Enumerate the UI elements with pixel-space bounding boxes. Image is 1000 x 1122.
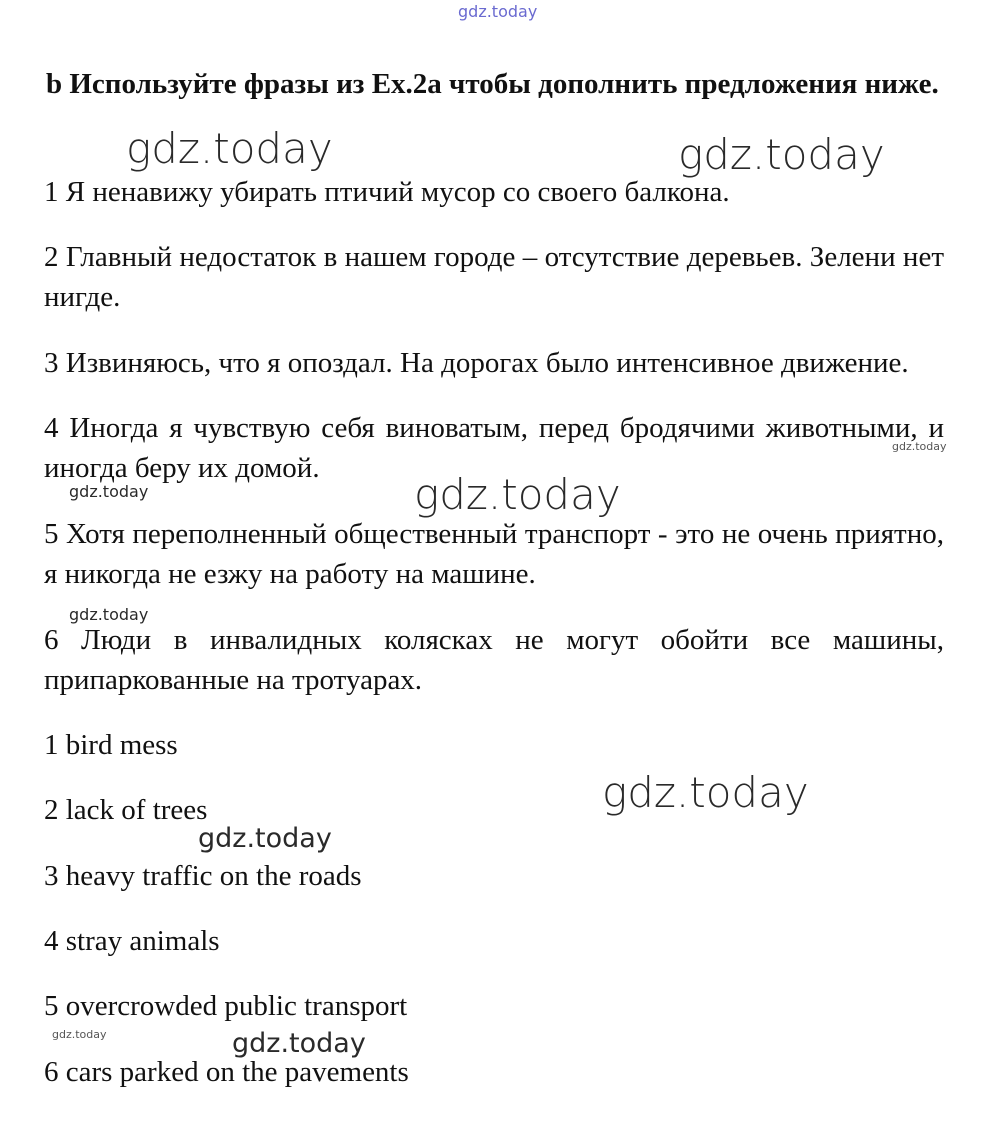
watermark: gdz.today — [892, 440, 947, 453]
sentence-5: 5 Хотя переполненный общественный транспорт - это не очень приятно, я никогда не езжу на работу на машине. — [44, 518, 944, 590]
sentence-2: 2 Главный недостаток в нашем городе – отсутствие деревьев. Зелени нет нигде. — [44, 241, 944, 313]
sentence-1: 1 Я ненавижу убирать птичий мусор со своего балкона. — [44, 176, 730, 208]
watermark: gdz.today — [678, 130, 885, 179]
answer-5: 5 overcrowded public transport — [44, 990, 408, 1022]
sentence-4: 4 Иногда я чувствую себя виноватым, перед бродячими животными, и иногда беру их домой. — [44, 412, 944, 484]
watermark: gdz.today — [414, 470, 621, 519]
answer-4: 4 stray animals — [44, 925, 220, 957]
exercise-heading: b Используйте фразы из Ex.2a чтобы дополнить предложения ниже. — [46, 68, 939, 100]
watermark: gdz.today — [69, 605, 149, 624]
answer-6: 6 cars parked on the pavements — [44, 1056, 409, 1088]
watermark: gdz.today — [458, 2, 538, 21]
answer-2: 2 lack of trees — [44, 794, 208, 826]
answer-1: 1 bird mess — [44, 729, 178, 761]
watermark: gdz.today — [52, 1028, 107, 1041]
watermark: gdz.today — [602, 768, 809, 817]
sentence-3: 3 Извиняюсь, что я опоздал. На дорогах было интенсивное движение. — [44, 347, 909, 379]
watermark: gdz.today — [232, 1028, 366, 1059]
watermark: gdz.today — [126, 124, 333, 173]
answer-3: 3 heavy traffic on the roads — [44, 860, 362, 892]
watermark: gdz.today — [69, 482, 149, 501]
sentence-6: 6 Люди в инвалидных колясках не могут обойти все машины, припаркованные на тротуарах. — [44, 624, 944, 696]
watermark: gdz.today — [198, 823, 332, 854]
